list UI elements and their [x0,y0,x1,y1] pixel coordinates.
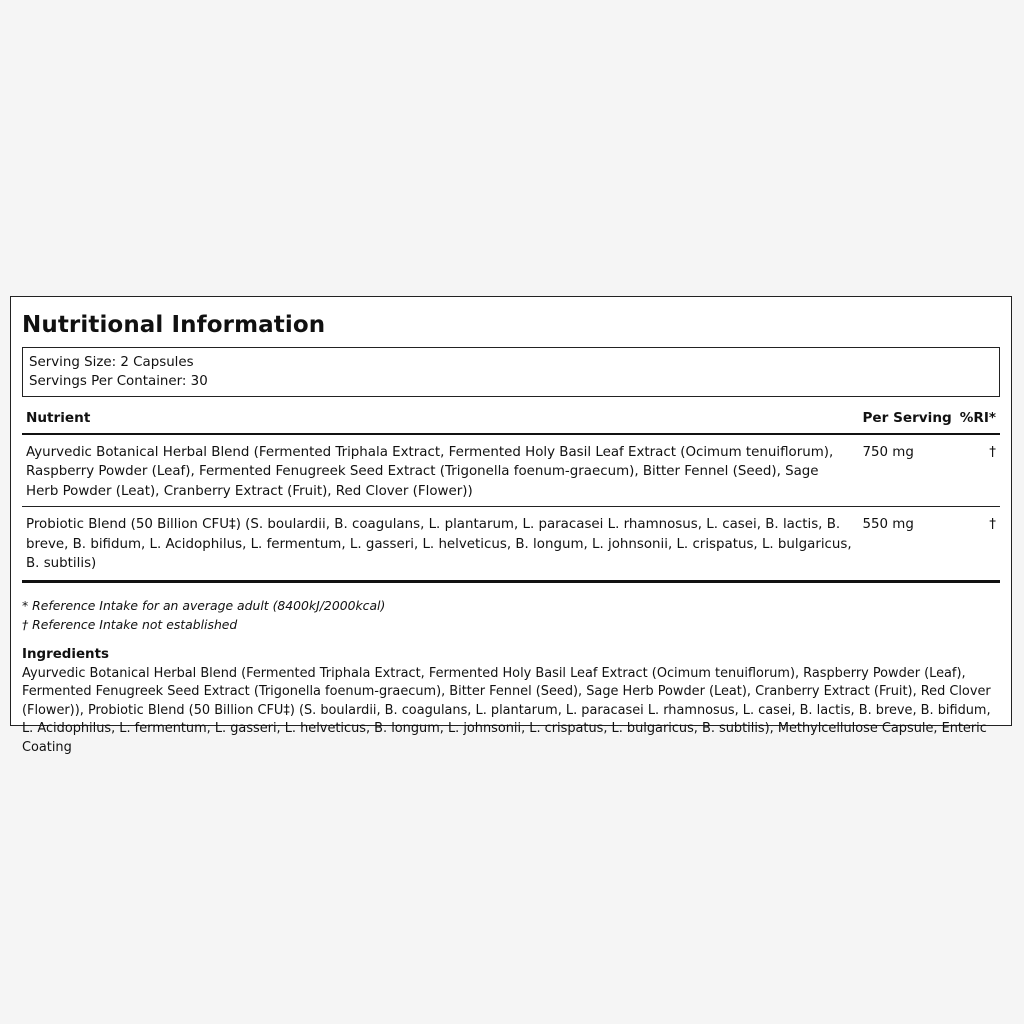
ingredients-heading: Ingredients [22,646,109,662]
table-row [22,434,1000,507]
ingredients-text: Ayurvedic Botanical Herbal Blend (Fermented Triphala Extract, Fermented Holy Basil Leaf Extract (Ocimum tenuiflorum), Raspberry Powder (Leaf), Fermented Fenugreek Seed Extract (Trigonella foenum-graecum), Bitter Fennel (Seed), Sage Herb Powder (Leat), Cranberry Extract (Fruit), Red Clover (Flower)), Probiotic Blend (50 Billion CFU‡) (S. boulardii, B. coagulans, L. plantarum, L. paracasei L. rhamnosus, L. casei, B. lactis, B. breve, B. bifidum, L. Acidophilus, L. fermentum, L. gasseri, L. helveticus, B. longum, L. johnsonii, L. crispatus, L. bulgaricus, B. subtilis), Methylcellulose Capsule, Enteric Coating [22,665,991,755]
footnote-not-established: † Reference Intake not established [22,616,238,632]
table-header-row [22,406,1000,434]
nutrient-name: Probiotic Blend (50 Billion CFU‡) (S. boulardii, B. coagulans, L. plantarum, L. paracasei L. rhamnosus, L. casei, B. lactis, B. breve, B. bifidum, L. Acidophilus, L. fermentum, L. gasseri, L. helveticus, B. longum, L. johnsonii, L. crispatus, L. bulgaricus, B. subtilis) [22,507,858,582]
nutrient-table [22,406,1000,583]
footnote-reference-intake: * Reference Intake for an average adult (8400kJ/2000kcal) [22,597,386,613]
table-row [22,507,1000,582]
nutrient-ri: † [956,507,1000,582]
nutrient-ri: † [956,434,1000,507]
header-nutrient: Nutrient [22,406,858,434]
header-ri: %RI* [956,406,1000,434]
serving-size: Serving Size: 2 Capsules [29,355,194,370]
servings-per-container: Servings Per Container: 30 [29,374,208,389]
nutrient-per-serving: 550 mg [858,507,955,582]
nutrient-per-serving: 750 mg [858,434,955,507]
nutrition-label [10,296,1012,755]
footnotes [22,596,1000,634]
label-title: Nutritional Information [22,312,326,338]
serving-info-box [22,347,1000,397]
nutrient-name: Ayurvedic Botanical Herbal Blend (Fermented Triphala Extract, Fermented Holy Basil Leaf Extract (Ocimum tenuiflorum), Raspberry Powder (Leaf), Fermented Fenugreek Seed Extract (Trigonella foenum-graecum), Bitter Fennel (Seed), Sage Herb Powder (Leat), Cranberry Extract (Fruit), Red Clover (Flower)) [22,434,858,507]
header-per-serving: Per Serving [858,406,955,434]
